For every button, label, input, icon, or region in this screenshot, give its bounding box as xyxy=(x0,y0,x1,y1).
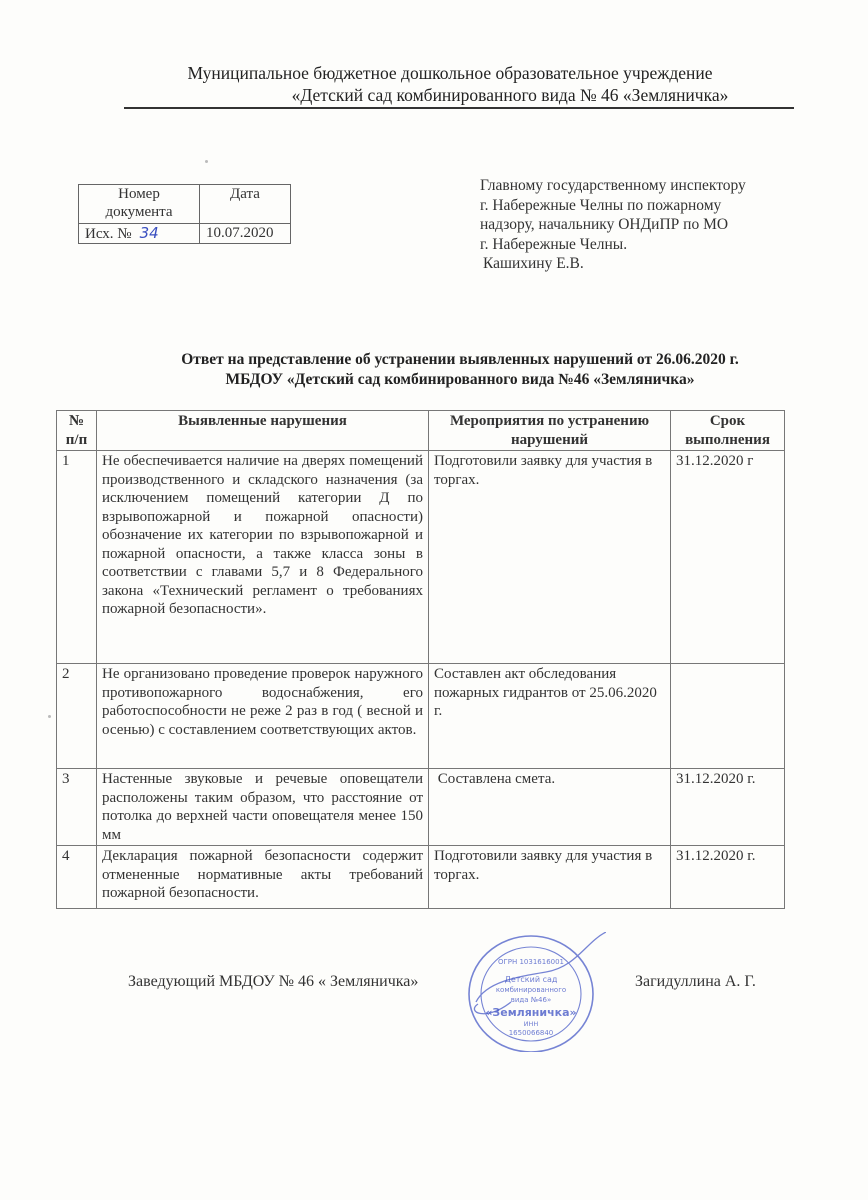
header-measures: Мероприятия по устранению нарушений xyxy=(429,411,671,451)
organization-header xyxy=(100,62,800,106)
org-name-line2: «Детский сад комбинированного вида № 46 «Земляничка» xyxy=(291,85,729,105)
table-header-row xyxy=(57,411,785,451)
official-stamp-icon xyxy=(456,932,606,1052)
row-number: 4 xyxy=(57,846,97,909)
doc-number-prefix: Исх. № xyxy=(85,226,132,242)
stamp-text-line3: комбинированного xyxy=(495,986,567,994)
row-term: 31.12.2020 г xyxy=(671,451,785,664)
addressee-block xyxy=(480,176,810,274)
org-name-line1: Муниципальное бюджетное дошкольное образовательное учреждение xyxy=(187,63,713,83)
doc-number-header: Номер документа xyxy=(79,185,200,224)
row-term: 31.12.2020 г. xyxy=(671,769,785,846)
addressee-line: г. Набережные Челны. xyxy=(480,235,628,253)
table-row xyxy=(57,664,785,769)
row-measure: Подготовили заявку для участия в торгах. xyxy=(429,846,671,909)
row-measure: Составлена смета. xyxy=(429,769,671,846)
row-measure: Составлен акт обследования пожарных гидрантов от 25.06.2020 г. xyxy=(429,664,671,769)
row-number: 1 xyxy=(57,451,97,664)
stamp-text-line4: вида №46» xyxy=(510,996,552,1004)
doc-number-handwritten: 34 xyxy=(139,224,159,242)
header-violations: Выявленные нарушения xyxy=(97,411,429,451)
signatory-name: Загидуллина А. Г. xyxy=(635,973,756,990)
row-number: 2 xyxy=(57,664,97,769)
row-violation: Не обеспечивается наличие на дверях помещений производственного и складского назначения (за исключением помещений категории Д по взрывопожарной и пожарной опасности) обозначение их категории по взрывопожарной и пожарной опасности, а также класса зоны в соответствии с главами 5,7 и 8 Федерального закона «Технический регламент о требованиях пожарной безопасности». xyxy=(97,451,429,664)
doc-number-cell xyxy=(79,224,200,244)
stamp-text-name: «Земляничка» xyxy=(485,1006,577,1019)
header-number: № п/п xyxy=(57,411,97,451)
document-number-table xyxy=(78,184,291,244)
row-number: 3 xyxy=(57,769,97,846)
scan-speck xyxy=(205,160,208,163)
signatory-position: Заведующий МБДОУ № 46 « Земляничка» xyxy=(128,973,419,990)
addressee-line: г. Набережные Челны по пожарному xyxy=(480,196,722,214)
header-term: Срок выполнения xyxy=(671,411,785,451)
table-row xyxy=(57,451,785,664)
stamp-text-ogrn: ОГРН 1031616001 xyxy=(497,958,565,966)
row-violation: Настенные звуковые и речевые оповещатели расположены таким образом, что расстояние от потолка до верхней части оповещателя менее 150 мм xyxy=(97,769,429,846)
table-row xyxy=(57,846,785,909)
row-measure: Подготовили заявку для участия в торгах. xyxy=(429,451,671,664)
addressee-line: надзору, начальнику ОНДиПР по МО xyxy=(480,216,729,233)
document-title xyxy=(130,350,790,390)
row-term xyxy=(671,664,785,769)
title-line1: Ответ на представление об устранении выявленных нарушений от 26.06.2020 г. xyxy=(181,351,739,368)
stamp-text-inn: 1650066840 xyxy=(508,1029,554,1037)
stamp-text-inn-label: ИНН xyxy=(523,1020,539,1028)
scan-speck xyxy=(48,715,51,718)
row-term: 31.12.2020 г. xyxy=(671,846,785,909)
row-violation: Декларация пожарной безопасности содержит отмененные нормативные акты требований пожарной безопасности. xyxy=(97,846,429,909)
doc-date-cell: 10.07.2020 xyxy=(200,224,291,244)
table-row xyxy=(57,769,785,846)
header-rule xyxy=(124,107,794,109)
title-line2: МБДОУ «Детский сад комбинированного вида №46 «Земляничка» xyxy=(225,371,695,388)
violations-table xyxy=(56,410,785,909)
stamp-text-line2: Детский сад xyxy=(504,975,558,984)
doc-date-header: Дата xyxy=(200,185,291,224)
addressee-name: Кашихину Е.В. xyxy=(483,255,584,272)
addressee-line: Главному государственному инспектору xyxy=(480,177,746,194)
row-violation: Не организовано проведение проверок наружного противопожарного водоснабжения, его работоспособности не реже 2 раз в год ( весной и осенью) с составлением соответствующих актов. xyxy=(97,664,429,769)
